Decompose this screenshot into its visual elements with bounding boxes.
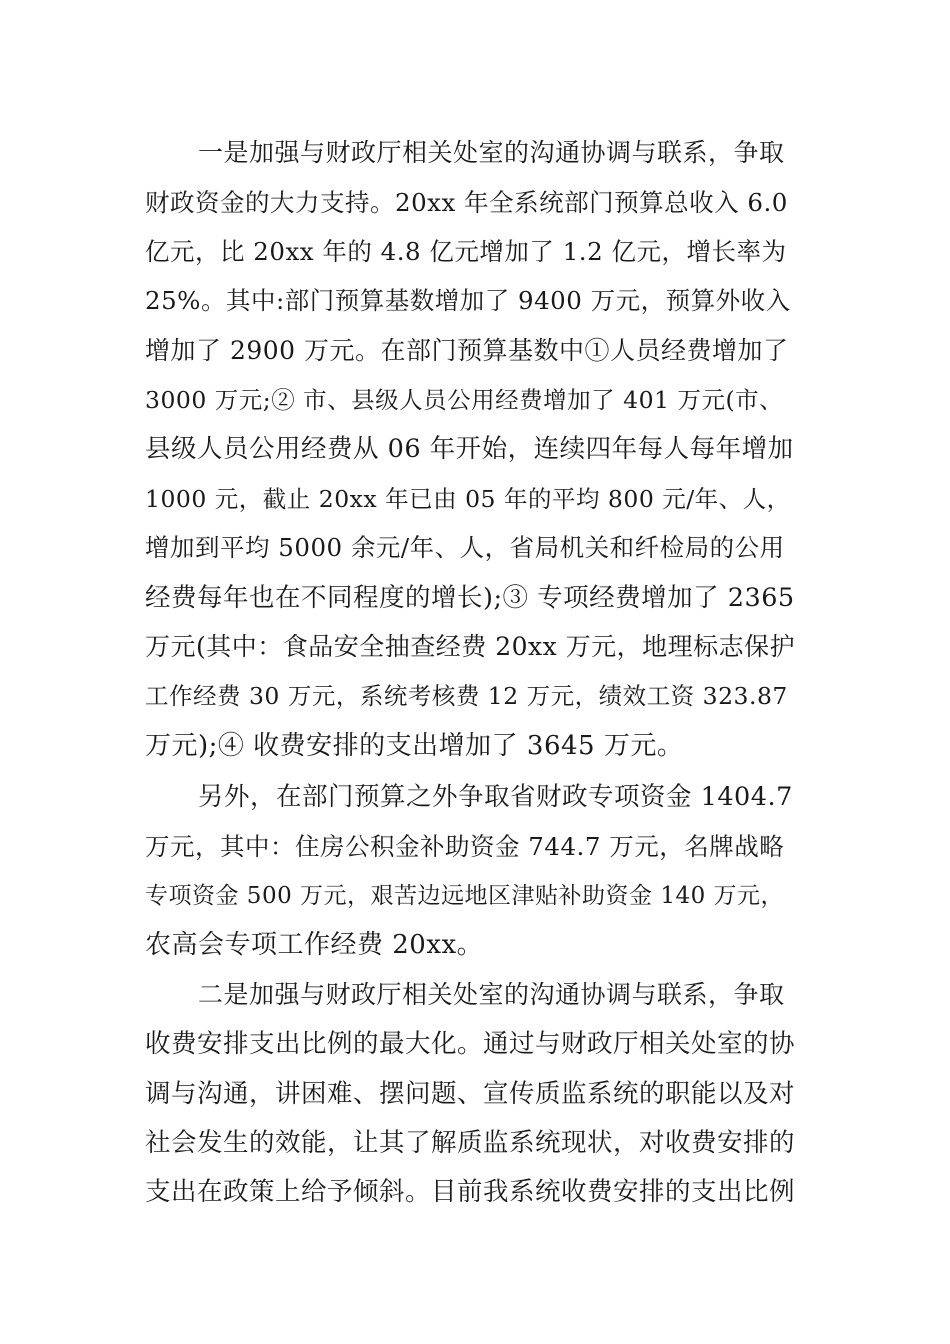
paragraph-1-line-13: 万元);④ 收费安排的支出增加了 3645 万元。 — [145, 731, 684, 761]
paragraph-3-line-4: 社会发生的效能，让其了解质监系统现状，对收费安排的 — [145, 1128, 796, 1158]
paragraph-1-line-5: 增加了 2900 万元。在部门预算基数中①人员经费增加了 — [145, 336, 789, 365]
paragraph-2-line-2: 万元，其中：住房公积金补助资金 744.7 万元，名牌战略 — [145, 832, 785, 861]
paragraph-1-line-11: 万元(其中：食品安全抽查经费 20xx 万元，地理标志保护 — [145, 632, 796, 661]
paragraph-1-line-2: 财政资金的大力支持。20xx 年全系统部门预算总收入 6.0 — [145, 188, 788, 217]
paragraph-2-line-4: 农高会专项工作经费 20xx。 — [145, 930, 484, 960]
paragraph-3-line-2: 收费安排支出比例的最大化。通过与财政厅相关处室的协 — [145, 1029, 796, 1059]
paragraph-1-line-3: 亿元，比 20xx 年的 4.8 亿元增加了 1.2 亿元，增长率为 — [145, 237, 787, 266]
paragraph-2-line-3: 专项资金 500 万元，艰苦边远地区津贴补助资金 140 万元， — [145, 883, 785, 909]
paragraph-1-line-6: 3000 万元;② 市、县级人员公用经费增加了 401 万元(市、 — [145, 386, 784, 414]
paragraph-2-line-1: 另外，在部门预算之外争取省财政专项资金 1404.7 — [198, 782, 793, 812]
paragraph-1-line-9: 增加到平均 5000 余元/年、人，省局机关和纤检局的公用 — [145, 533, 785, 562]
paragraph-3-line-3: 调与沟通，讲困难、摆问题、宣传质监系统的职能以及对 — [145, 1079, 796, 1109]
paragraph-1-line-7: 县级人员公用经费从 06 年开始，连续四年每人每年增加 — [145, 434, 794, 464]
paragraph-1-line-12: 工作经费 30 万元，系统考核费 12 万元，绩效工资 323.87 — [145, 682, 788, 710]
paragraph-3-line-1: 二是加强与财政厅相关处室的沟通协调与联系，争取 — [198, 980, 785, 1009]
paragraph-1-line-1: 一是加强与财政厅相关处室的沟通协调与联系，争取 — [198, 138, 785, 167]
paragraph-1-line-4: 25%。其中:部门预算基数增加了 9400 万元，预算外收入 — [145, 286, 791, 315]
paragraph-1-line-10: 经费每年也在不同程度的增长);③ 专项经费增加了 2365 — [145, 583, 795, 613]
paragraph-3-line-5: 支出在政策上给予倾斜。目前我系统收费安排的支出比例 — [145, 1177, 796, 1207]
paragraph-1-line-8: 1000 元，截止 20xx 年已由 05 年的平均 800 元/年、人， — [145, 485, 791, 513]
